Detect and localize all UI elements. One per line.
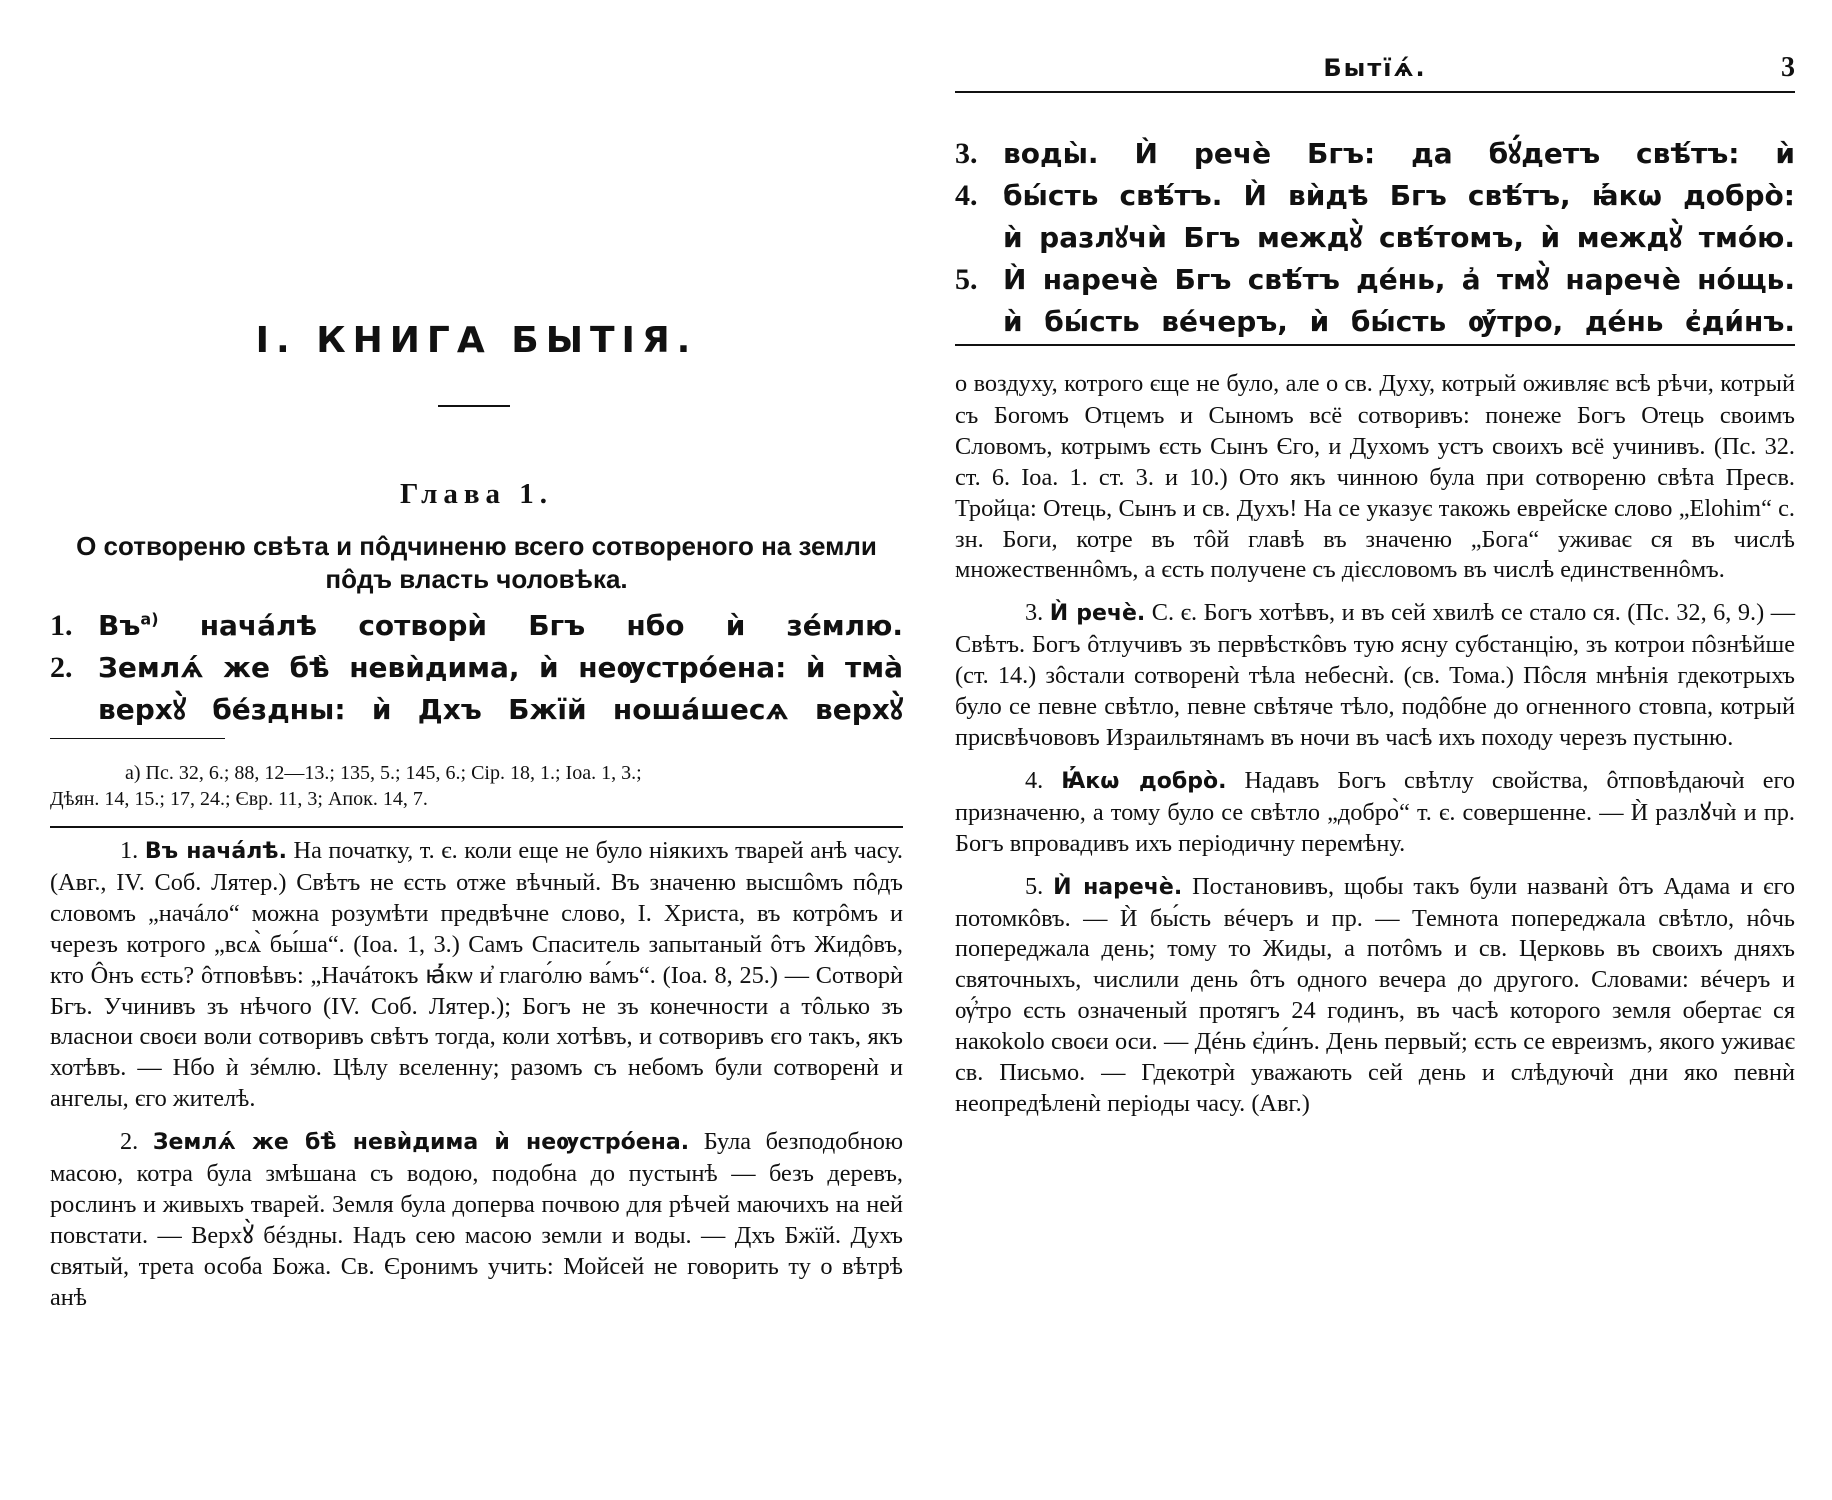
verse-line (955, 217, 1795, 259)
chapter-summary: О сотвореню свѣта и пôдчиненю всего сотвореного на земли пôдъ власть чоловѣка. (76, 531, 877, 594)
footnote-marker: а) (140, 609, 159, 629)
section-divider (50, 826, 903, 828)
running-title: Бытїѧ́. (1323, 54, 1427, 82)
verse-number (955, 217, 1003, 259)
commentary-paragraph: 4. Ꙗ҆́кѡ добро̀. Надавъ Богъ свѣтлу свойства, ôтповѣдаючѝ его призначеню, а тому було се свѣтло „добро̀“ т. є. совершенне. — Ѝ разлꙋчѝ и пр. Богъ впровадивъ ихъ періодичну перемѣну. (955, 766, 1796, 857)
verse-text: Ѝ наречѐ Бгъ свѣ́тъ дéнь, а҆ тмꙋ̀ наречѐ но́щь. (1003, 263, 1795, 296)
commentary (955, 369, 1795, 1120)
commentary-paragraph: 1. Въ начáлѣ. На початку, т. є. коли еще не було ніякихъ тварей анѣ часу. (Авг., IV. Соб. Лятер.) Свѣтъ не єсть отже вѣчный. Въ значеню высшôмъ пôдъ словомъ „начáло“ можна розумѣти предвѣчне слово, І. Христа, въ котрôмъ и черезъ котрого „всѧ̀ бы́ша“. (Іоа. 1, 3.) Самъ Спаситель запытаный ôтъ Жидôвъ, кто Ôнъ єсть? ôтповѣвъ: „Начáтокъ ꙗ҆́кѡ и҆ глаго́лю ва́мъ“. (Іоа. 8, 25.) — Сотворѝ Бгъ. Учинивъ зъ нѣчого (IV. Соб. Лятер.); Богъ не зъ конечности а тôлько зъ власнои своєи воли сотворивъ свѣтъ тогда, коли хотѣвъ, и сотворивъ єго такъ, якъ хотѣвъ. — Нбо ѝ зéмлю. Цѣлу вселенну; разомъ съ небомъ були сотворенѝ и ангелы, єго жителѣ. (50, 837, 904, 1113)
section-divider (955, 344, 1795, 346)
footnote (50, 760, 903, 812)
header-rule (955, 91, 1795, 93)
verse-number: 4. (955, 179, 978, 212)
title-divider (438, 405, 510, 407)
verse-block (955, 133, 1795, 343)
verse-number: 5. (955, 263, 978, 296)
footnote-line: Дѣян. 14, 15.; 17, 24.; Євр. 11, 3; Апок. 14, 7. (50, 788, 428, 810)
verse-text: бы́сть свѣ́тъ. Ѝ вѝдѣ Бгъ свѣ́тъ, ꙗ҆́кѡ добро̀: (1003, 179, 1795, 212)
verse-number: 3. (955, 137, 978, 170)
verse-line (955, 259, 1795, 301)
verse-text: Землѧ́ же бѣ̀ невѝдима, ѝ неѹстрóена: ѝ тма̀ (98, 651, 903, 684)
verse-text: ѝ бы́сть вéчеръ, ѝ бы́сть ѹ҆́тро, дéнь є҆ди́нъ. (1003, 305, 1795, 338)
footnote-rule (50, 738, 225, 739)
verse-text: $Въ^{а)}$ начáлѣ сотворѝ Бгъ нбо ѝ зéмлю. (98, 609, 903, 642)
verse-block (50, 605, 903, 731)
commentary-paragraph: 3. Ѝ речѐ. С. є. Богъ хотѣвъ, и въ сей хвилѣ се стало ся. (Пс. 32, 6, 9.) — Свѣтъ. Богъ ôтлучивъ зъ первѣсткôвъ тую ясну субстанцію, зъ котрои пôзнѣйше (ст. 14.) зôстали сотворенѝ тѣла небеснѝ. (св. Тома.) Пôсля мнѣнія гдекотрыхъ було се певне свѣтло, певне свѣтяче тѣло, подôбне до огненного стовпа, котрый присвѣчововъ Израильтянамъ въ ночи въ часѣ ихъ походу черезъ пустыню. (955, 599, 1796, 751)
verse-text: верхꙋ̀ бéздны: ѝ Дхъ Бжїй ношáшесѧ верхꙋ̀ (98, 693, 903, 726)
book-title: I. КНИГА БЫТІЯ. (255, 320, 698, 361)
verse-number: 2. (50, 651, 73, 684)
left-page (50, 0, 903, 1500)
commentary-paragraph: 5. Ѝ наречѐ. Постановивъ, щобы такъ були названѝ ôтъ Адама и єго потомкôвъ. — Ѝ бы́сть вéчеръ и пр. — Темнота попереджала свѣтло, нôчь попереджала день; тому то Жиды, а потôмъ и св. Церковь въ своихъ дняхъ святочныхъ, числили день ôтъ одного вечера до другого. Словами: вéчеръ и ѹ҆́тро єсть означеный протягъ 24 годинъ, въ часѣ которого земля обертає ся накоkolo своєи оси. — Дéнь є҆ди́нъ. День первый; єсть се евреизмъ, якого уживає св. Письмо. — Гдекотрѝ уважають сей день и слѣдуючѝ дни яко певнѝ неопредѣленѝ періоды часу. (Авг.) (955, 872, 1796, 1117)
verse-text: ѝ разлꙋчѝ Бгъ междꙋ̀ свѣ́томъ, ѝ междꙋ̀ тмо́ю. (1003, 221, 1795, 254)
verse-number (955, 301, 1003, 343)
verse-number: 1. (50, 609, 73, 642)
commentary-paragraph: о воздуху, котрого єще не було, але о св. Духу, котрый оживляє всѣ рѣчи, котрый съ Богомъ Отцемъ и Сыномъ всё сотворивъ: понеже Богъ Отець своимъ Словомъ, котрымъ єсть Сынъ Єго, и Духомъ устъ своихъ всё учинивъ. (Пс. 32. ст. 6. Іоа. 1. ст. 3. и 10.) Ото якъ чинною була при сотвореню свѣта Пресв. Тройца: Отець, Сынъ и св. Духъ! На се указує такожь еврейске слово „Elohim“ с. зн. Боги, котре въ тôй главѣ въ значеню „Бога“ уживає ся въ числѣ множественнôмъ, а єсть получене съ дієсловомъ въ числѣ единственнôмъ. (955, 370, 1795, 584)
verse-line (50, 689, 903, 731)
verse-text: воды̀. Ѝ речѐ Бгъ: да бꙋ́детъ свѣ́тъ: ѝ (1003, 137, 1795, 170)
verse-line (955, 133, 1795, 175)
verse-line (50, 647, 903, 689)
verse-number (50, 689, 98, 731)
chapter-heading: Глава 1. (399, 478, 554, 510)
verse-line (955, 301, 1795, 343)
commentary (50, 836, 903, 1314)
footnote-line: а) Пс. 32, 6.; 88, 12—13.; 135, 5.; 145, 6.; Сір. 18, 1.; Іоа. 1, 3.; (125, 762, 642, 784)
right-page (955, 0, 1795, 1500)
running-head (955, 54, 1795, 88)
verse-line (955, 175, 1795, 217)
verse-line (50, 605, 903, 647)
page-number: 3 (1781, 52, 1795, 83)
commentary-paragraph: 2. Землѧ́ же бѣ̀ невѝдима ѝ неѹстрóена. Була безподобною масою, котра була змѣшана съ водою, подобна до пустынѣ — безъ деревъ, рослинъ и живыхъ тварей. Земля була доперва почвою для рѣчей маючихъ на ней повстати. — Верхꙋ̀ бéздны. Надъ сею масою земли и воды. — Дхъ Бжїй. Духъ святый, трета особа Божа. Св. Єронимъ учить: Мойсей не говорить ту о вѣтрѣ анѣ (50, 1128, 903, 1311)
